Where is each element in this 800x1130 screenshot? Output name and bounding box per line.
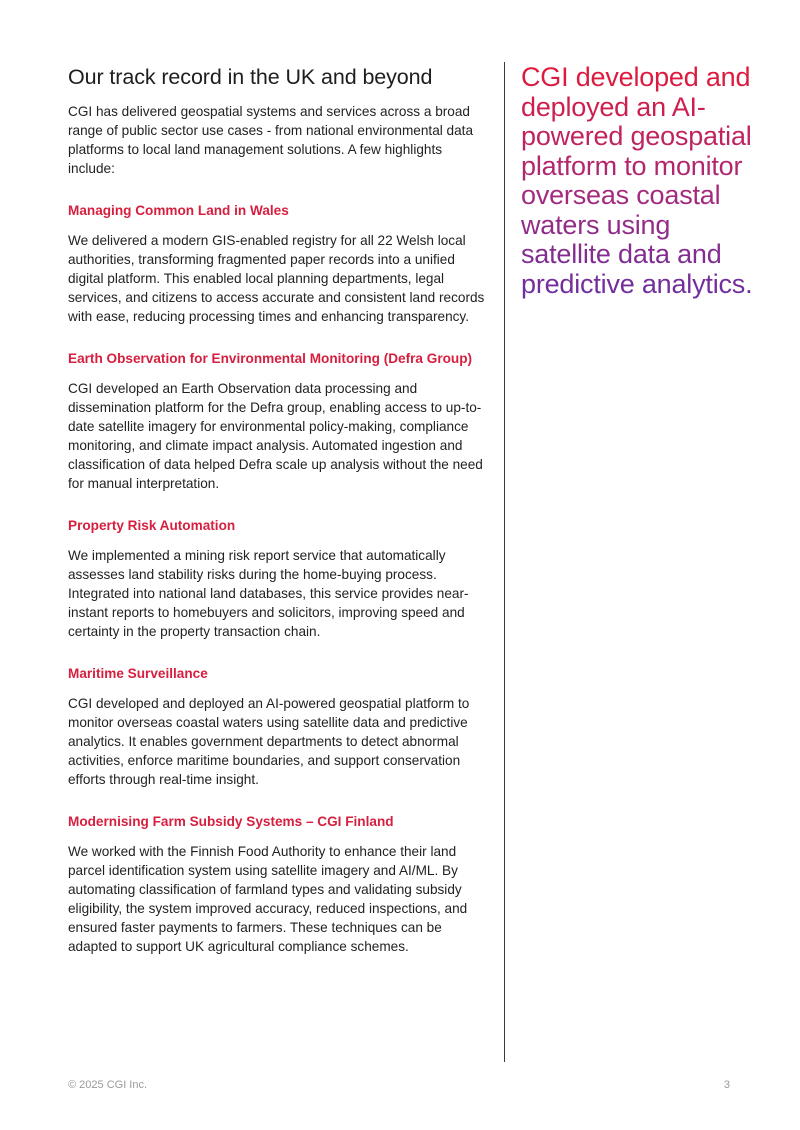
section-body: CGI developed and deployed an AI-powered geospatial platform to monitor overseas coastal waters using satellite data and predictive analytics. It enables government departments to detect abnormal activities, enforce maritime boundaries, and support conservation efforts through real-time insight. (68, 696, 470, 787)
section-maritime-surveillance (68, 664, 492, 789)
section-heading: Managing Common Land in Wales (68, 203, 289, 218)
intro-paragraph: CGI has delivered geospatial systems and services across a broad range of public sector use cases - from national environmental data platforms to local land management solutions. A few highlights include: (68, 104, 474, 176)
section-body: We worked with the Finnish Food Authority to enhance their land parcel identification system using satellite imagery and AI/ML. By automating classification of farmland types and validating subsidy eligibility, the system improved accuracy, reduced inspections, and ensured faster payments to farmers. These techniques can be adapted to support UK agricultural compliance schemes. (68, 844, 468, 954)
section-heading: Earth Observation for Environmental Monitoring (Defra Group) (68, 351, 473, 366)
section-property-risk (68, 516, 492, 641)
main-column (68, 62, 492, 956)
footer-copyright: © 2025 CGI Inc. (68, 1079, 148, 1091)
section-body: We delivered a modern GIS-enabled registry for all 22 Welsh local authorities, transforming fragmented paper records into a unified digital platform. This enabled local planning departments, legal services, and citizens to access accurate and consistent land records with ease, reducing processing times and enhancing transparency. (68, 233, 485, 324)
section-common-land-wales (68, 201, 492, 326)
section-heading: Maritime Surveillance (68, 666, 208, 681)
page-title: Our track record in the UK and beyond (68, 65, 433, 89)
section-body: We implemented a mining risk report service that automatically assesses land stability risks during the home-buying process. Integrated into national land databases, this service provides near-instant reports to homebuyers and solicitors, improving speed and certainty in the property transaction chain. (68, 548, 469, 639)
section-body: CGI developed an Earth Observation data processing and dissemination platform for the Defra group, enabling access to up-to-date satellite imagery for environmental policy-making, compliance monitoring, and climate impact analysis. Automated ingestion and classification of data helped Defra scale up analysis without the need for manual interpretation. (68, 381, 483, 491)
page-number: 3 (723, 1079, 730, 1091)
section-heading: Property Risk Automation (68, 518, 236, 533)
section-earth-observation (68, 349, 492, 493)
pull-quote: CGI developed and deployed an AI-powered geospatial platform to monitor overseas coastal waters using satellite data and predictive analytics. (521, 63, 761, 299)
column-divider (504, 62, 505, 1062)
section-farm-subsidy (68, 812, 492, 956)
section-heading: Modernising Farm Subsidy Systems – CGI Finland (68, 814, 394, 829)
